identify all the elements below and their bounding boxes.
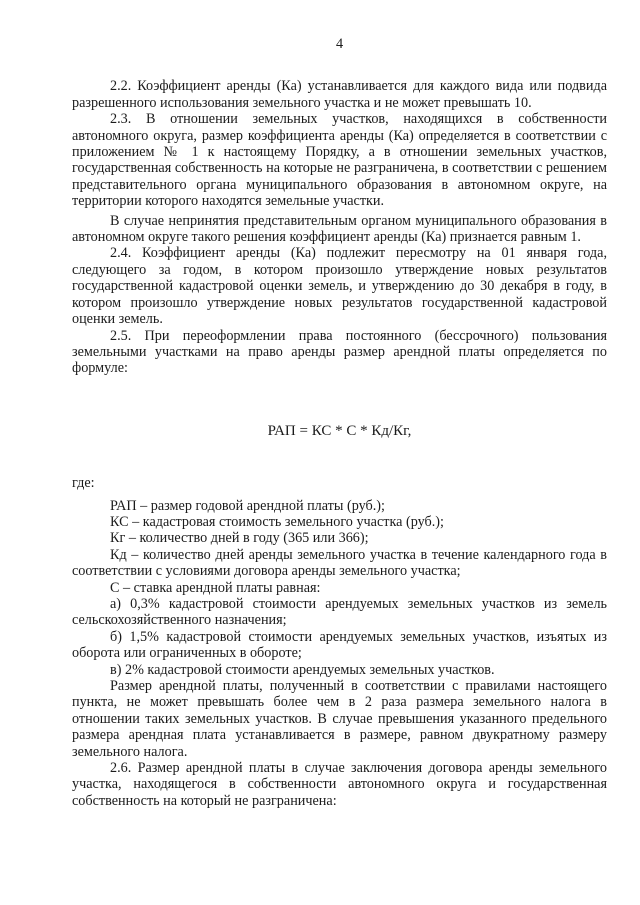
rent-formula: РАП = КС * С * Кд/Кг, xyxy=(267,422,412,439)
page-number: 4 xyxy=(335,36,344,52)
definition-kg: Кг – количество дней в году (365 или 366); xyxy=(110,530,369,547)
paragraph-2-6: 2.6. Размер арендной платы в случае заключения договора аренды земельного участка, находящегося в собственности автономного округа и государственная собственность на который не разграничена: xyxy=(72,760,607,809)
where-label: где: xyxy=(72,475,95,492)
paragraph-2-3-continuation: В случае непринятия представительным органом муниципального образования в автономном округе такого решения коэффициент аренды (Ка) признается равным 1. xyxy=(72,212,607,246)
definition-s-a: а) 0,3% кадастровой стоимости арендуемых земельных участков из земель сельскохозяйственного назначения; xyxy=(72,595,607,629)
definition-s-b: б) 1,5% кадастровой стоимости арендуемых земельных участков, изъятых из оборота или ограниченных в обороте; xyxy=(72,628,607,662)
paragraph-2-2: 2.2. Коэффициент аренды (Ка) устанавливается для каждого вида или подвида разрешенного использования земельного участка и не может превышать 10. xyxy=(72,78,607,111)
paragraph-rent-limit: Размер арендной платы, полученный в соответствии с правилами настоящего пункта, не может превышать более чем в 2 раза размера земельного налога в отношении таких земельных участков. В случае превышения указанного предельного размера арендная плата устанавливается в размере, равном двукратному размеру земельного налога. xyxy=(72,678,607,760)
paragraph-2-3: 2.3. В отношении земельных участков, находящихся в собственности автономного округа, размер коэффициента аренды (Ка) определяется в соответствии с приложением № 1 к настоящему Порядку, а в отношении земельных участков, государственная собственность на которые не разграничена, в соответствии с решением представительного органа муниципального образования в автономном округе, на территории которого находятся земельные участки. xyxy=(72,111,607,210)
definition-kd: Кд – количество дней аренды земельного участка в течение календарного года в соответствии с условиями договора аренды земельного участка; xyxy=(72,546,607,580)
paragraph-2-4: 2.4. Коэффициент аренды (Ка) подлежит пересмотру на 01 января года, следующего за годом, в котором произошло утверждение новых результатов государственной кадастровой оценки земель, и утверждению до 30 декабря в году, в котором произошло утверждение новых результатов государственной кадастровой оценки земель. xyxy=(72,245,607,328)
definition-ks: КС – кадастровая стоимость земельного участка (руб.); xyxy=(110,513,444,530)
definition-s: С – ставка арендной платы равная: xyxy=(110,579,321,596)
definition-rap: РАП – размер годовой арендной платы (руб.); xyxy=(110,497,385,514)
paragraph-2-5: 2.5. При переоформлении права постоянного (бессрочного) пользования земельными участками на право аренды размер арендной платы определяется по формуле: xyxy=(72,327,607,377)
definition-s-c: в) 2% кадастровой стоимости арендуемых земельных участков. xyxy=(110,661,495,678)
